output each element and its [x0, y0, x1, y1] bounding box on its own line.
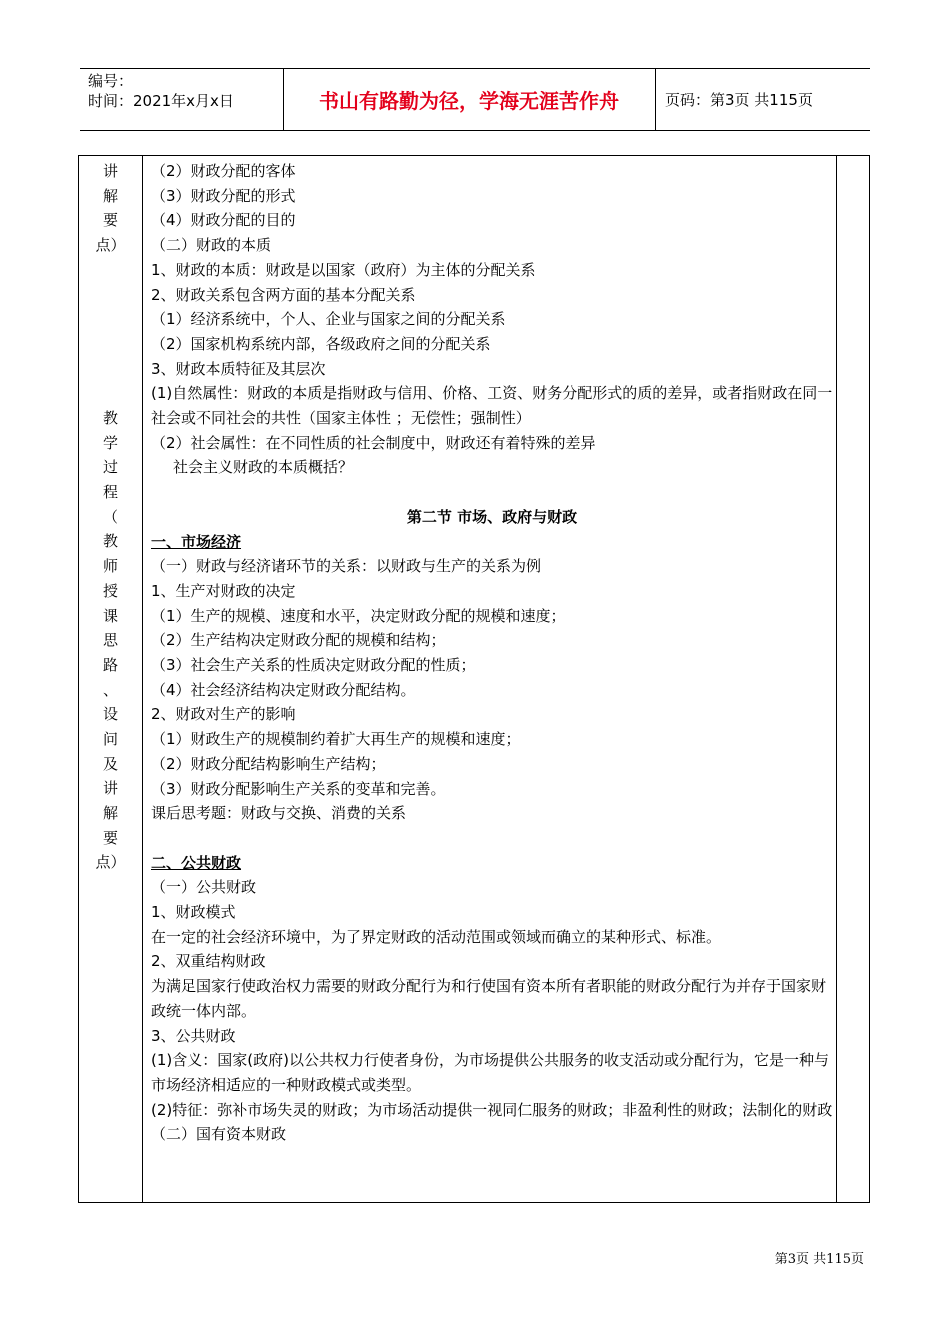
side-char: 要 [102, 828, 118, 847]
side-char: 点） [95, 853, 126, 872]
side-char: 设 [102, 705, 118, 724]
text-line: 2、双重结构财政 [151, 952, 266, 971]
text-line: 在一定的社会经济环境中，为了界定财政的活动范围或领域而确立的某种形式、标准。 [151, 927, 722, 946]
header-info [88, 71, 283, 111]
side-char: 讲 [102, 162, 118, 180]
side-char: 课 [102, 606, 118, 625]
page-header [80, 68, 870, 131]
side-char: 路 [102, 655, 118, 674]
text-line: （一）公共财政 [151, 878, 257, 897]
text-line: （2）财政分配结构影响生产结构； [151, 754, 386, 773]
text-line: （2）财政分配的客体 [151, 162, 296, 180]
side-char: 问 [102, 729, 118, 748]
side-char: （ [102, 507, 118, 526]
header-page-number: 页码：第3页 共115页 [665, 91, 813, 109]
side-char: 师 [102, 557, 118, 576]
side-label-top [79, 159, 142, 258]
text-line: 课后思考题：财政与交换、消费的关系 [151, 804, 407, 823]
text-line: （2）生产结构决定财政分配的规模和结构； [151, 631, 446, 650]
text-paragraph: 为满足国家行使政治权力需要的财政分配行为和行使国有资本所有者职能的财政分配行为并存于国家财政统一体内部。 [151, 977, 827, 1020]
side-char: 思 [102, 631, 118, 650]
side-char: 解 [102, 186, 118, 205]
text-line: （4）社会经济结构决定财政分配结构。 [151, 680, 416, 699]
text-line: （1）生产的规模、速度和水平，决定财政分配的规模和速度； [151, 606, 566, 625]
side-char: 点） [95, 236, 126, 255]
header-motto: 书山有路勤为径，学海无涯苦作舟 [319, 89, 619, 113]
text-line: 2、财政对生产的影响 [151, 705, 296, 724]
text-line: （1）财政生产的规模制约着扩大再生产的规模和速度； [151, 730, 521, 749]
text-line: （3）社会生产关系的性质决定财政分配的性质； [151, 656, 476, 675]
header-divider [655, 69, 656, 130]
page-footer: 第3页 共115页 [774, 1252, 864, 1267]
side-char: 学 [102, 433, 118, 452]
heading-market-economy: 一、市场经济 [151, 532, 242, 551]
doc-time-label: 时间：2021年x月x日 [88, 92, 234, 110]
text-line: （4）财政分配的目的 [151, 211, 296, 230]
text-line: 3、公共财政 [151, 1026, 236, 1045]
text-line: （一）财政与经济诸环节的关系：以财政与生产的关系为例 [151, 557, 542, 576]
side-char: 及 [102, 754, 118, 773]
doc-code-label: 编号： [88, 72, 134, 90]
text-line: （3）财政分配的形式 [151, 186, 296, 205]
lesson-content [151, 159, 833, 1147]
text-line: 3、财政本质特征及其层次 [151, 359, 326, 378]
text-paragraph: (2)特征：弥补市场失灵的财政；为市场活动提供一视同仁服务的财政；非盈利性的财政；法制化的财政 [151, 1100, 833, 1119]
column-divider [142, 156, 143, 1202]
text-line: （2）国家机构系统内部，各级政府之间的分配关系 [151, 334, 491, 353]
side-char: 程 [102, 483, 118, 502]
text-paragraph: (1)含义：国家(政府)以公共权力行使者身份，为市场提供公共服务的收支活动或分配行为，它是一种与市场经济相适应的一种财政模式或类型。 [151, 1051, 829, 1094]
lesson-table [78, 155, 870, 1203]
side-char: 授 [102, 581, 118, 600]
side-char: 、 [102, 680, 118, 699]
side-char: 要 [102, 211, 118, 230]
text-line: （3）财政分配影响生产关系的变革和完善。 [151, 779, 446, 798]
text-line: 1、财政的本质：财政是以国家（政府）为主体的分配关系 [151, 260, 536, 279]
column-divider [836, 156, 837, 1202]
side-char: 讲 [102, 779, 118, 798]
side-label-bottom [79, 406, 142, 875]
side-char: 教 [102, 532, 118, 551]
text-line: （2）社会属性：在不同性质的社会制度中，财政还有着特殊的差异 [151, 433, 596, 452]
text-line: 2、财政关系包含两方面的基本分配关系 [151, 285, 416, 304]
question-line: 社会主义财政的本质概括？ [173, 458, 354, 477]
heading-public-finance: 二、公共财政 [151, 853, 242, 872]
text-line: （1）经济系统中，个人、企业与国家之间的分配关系 [151, 310, 506, 329]
side-char: 过 [102, 458, 118, 477]
section-title: 第二节 市场、政府与财政 [406, 507, 578, 526]
side-char: 解 [102, 804, 118, 822]
spacer [151, 826, 833, 851]
text-line: 1、生产对财政的决定 [151, 581, 296, 600]
text-paragraph: (1)自然属性：财政的本质是指财政与信用、价格、工资、财务分配形式的质的差异，或者指财政在同一社会或不同社会的共性（国家主体性 ；无偿性；强制性） [151, 384, 833, 428]
text-line: （二）国有资本财政 [151, 1125, 287, 1144]
side-char: 教 [102, 409, 118, 427]
text-line: （二）财政的本质 [151, 236, 272, 255]
text-line: 1、财政模式 [151, 903, 236, 922]
